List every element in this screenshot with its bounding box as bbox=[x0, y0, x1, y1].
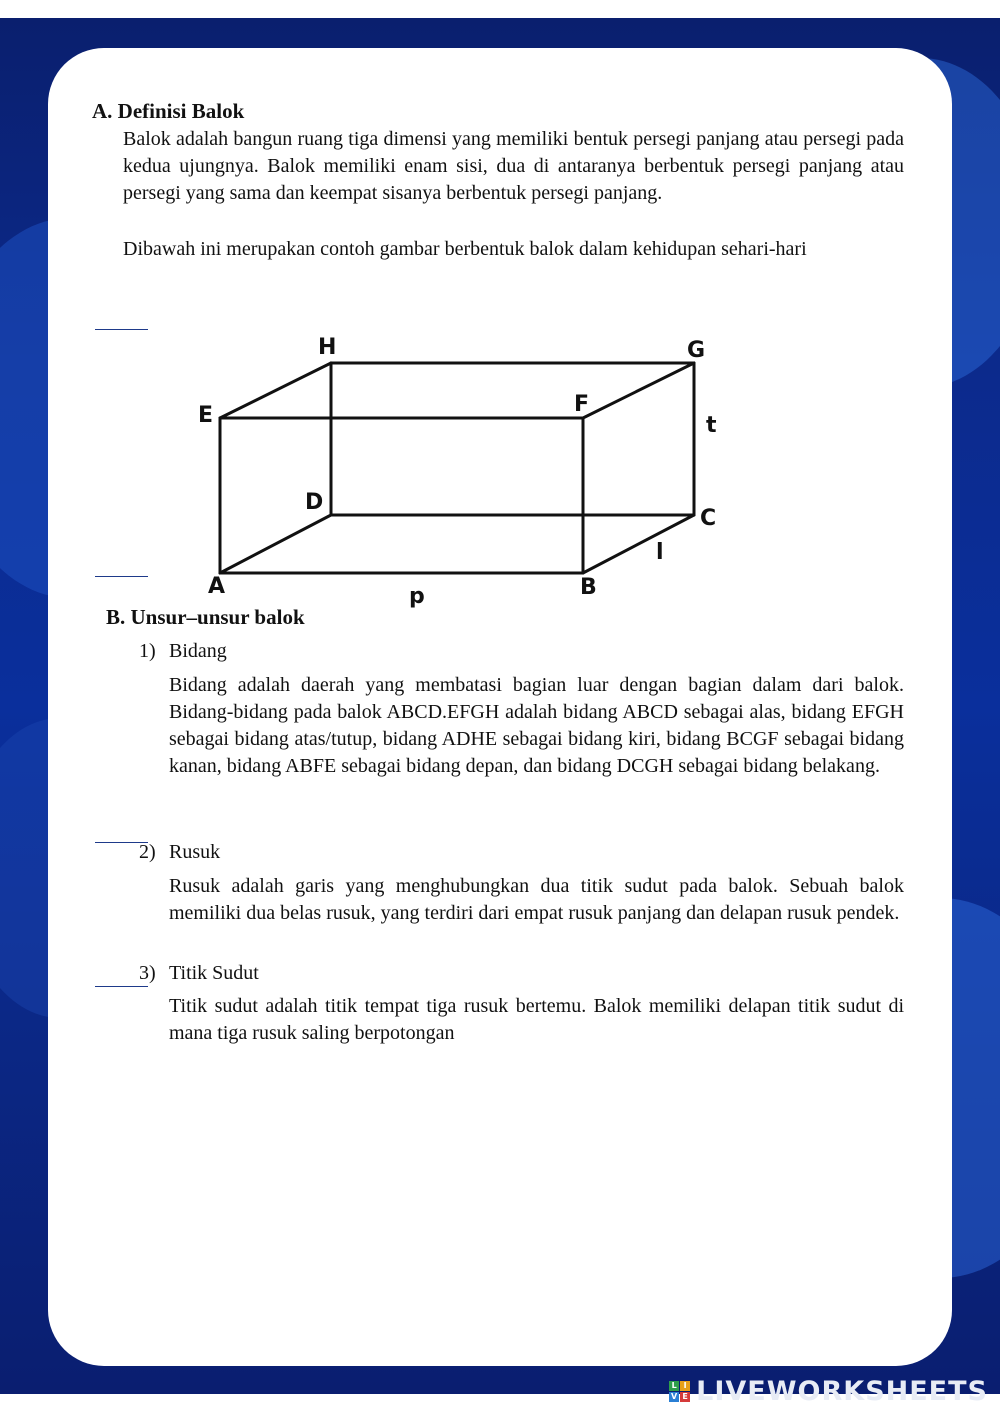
edge-EH bbox=[220, 363, 331, 418]
list-item-title-rusuk: Rusuk bbox=[169, 841, 221, 863]
dimension-label-length: p bbox=[409, 584, 425, 609]
section-a-paragraph-1: Balok adalah bangun ruang tiga dimensi yang memiliki bentuk persegi panjang atau persegi pada kedua ujungnya. Balok memiliki enam sisi, dua di antaranya berbentuk persegi panjang atau persegi yang sama dan keempat sisanya berbentuk persegi panjang. bbox=[123, 128, 904, 204]
vertex-label-E: E bbox=[198, 403, 214, 428]
list-item-title-titik-sudut: Titik Sudut bbox=[169, 962, 259, 984]
answer-blank-line[interactable] bbox=[95, 576, 148, 577]
liveworksheets-watermark bbox=[669, 1372, 988, 1410]
dimension-label-width: l bbox=[656, 540, 664, 565]
logo-letter: L bbox=[669, 1381, 679, 1391]
edge-FG bbox=[583, 363, 694, 418]
section-a-paragraph-2: Dibawah ini merupakan contoh gambar berbentuk balok dalam kehidupan sehari-hari bbox=[123, 238, 807, 260]
liveworksheets-brand: LIVEWORKSHEETS bbox=[696, 1375, 988, 1407]
vertex-label-G: G bbox=[687, 338, 706, 363]
logo-letter: I bbox=[680, 1381, 690, 1391]
list-item-title-bidang: Bidang bbox=[169, 640, 227, 662]
answer-blank-line[interactable] bbox=[95, 329, 148, 330]
list-item-text-rusuk: Rusuk adalah garis yang menghubungkan dua titik sudut pada balok. Sebuah balok memiliki dua belas rusuk, yang terdiri dari empat rusuk panjang dan delapan rusuk pendek. bbox=[169, 875, 904, 924]
liveworksheets-logo-icon bbox=[669, 1381, 690, 1402]
cuboid-diagram bbox=[180, 305, 740, 610]
edge-AD bbox=[220, 515, 331, 573]
logo-letter: E bbox=[680, 1392, 690, 1402]
section-a-heading: A. Definisi Balok bbox=[92, 99, 245, 123]
vertex-label-F: F bbox=[574, 392, 590, 417]
list-item-number: 1) bbox=[139, 640, 156, 662]
list-item-text-bidang: Bidang adalah daerah yang membatasi bagian luar dengan bagian dalam dari balok. Bidang-bidang pada balok ABCD.EFGH adalah bidang ABCD sebagai alas, bidang EFGH sebagai bidang atas/tutup, bidang ADHE sebagai bidang kiri, bidang BCGF sebagai bidang kanan, bidang ABFE sebagai bidang depan, dan bidang DCGH sebagai bidang belakang. bbox=[169, 674, 904, 777]
vertex-label-C: C bbox=[700, 506, 717, 531]
list-item-number: 2) bbox=[139, 841, 156, 863]
vertex-label-B: B bbox=[580, 575, 597, 600]
logo-letter: V bbox=[671, 1391, 678, 1401]
vertex-label-H: H bbox=[318, 335, 337, 360]
section-b-heading: B. Unsur–unsur balok bbox=[106, 605, 305, 629]
list-item-text-titik-sudut: Titik sudut adalah titik tempat tiga rusuk bertemu. Balok memiliki delapan titik sudut di mana tiga rusuk saling berpotongan bbox=[169, 995, 904, 1044]
edge-BC bbox=[583, 515, 694, 573]
list-item-number: 3) bbox=[139, 962, 156, 984]
dimension-label-height: t bbox=[706, 413, 717, 438]
vertex-label-A: A bbox=[208, 574, 226, 599]
vertex-label-D: D bbox=[305, 490, 324, 515]
